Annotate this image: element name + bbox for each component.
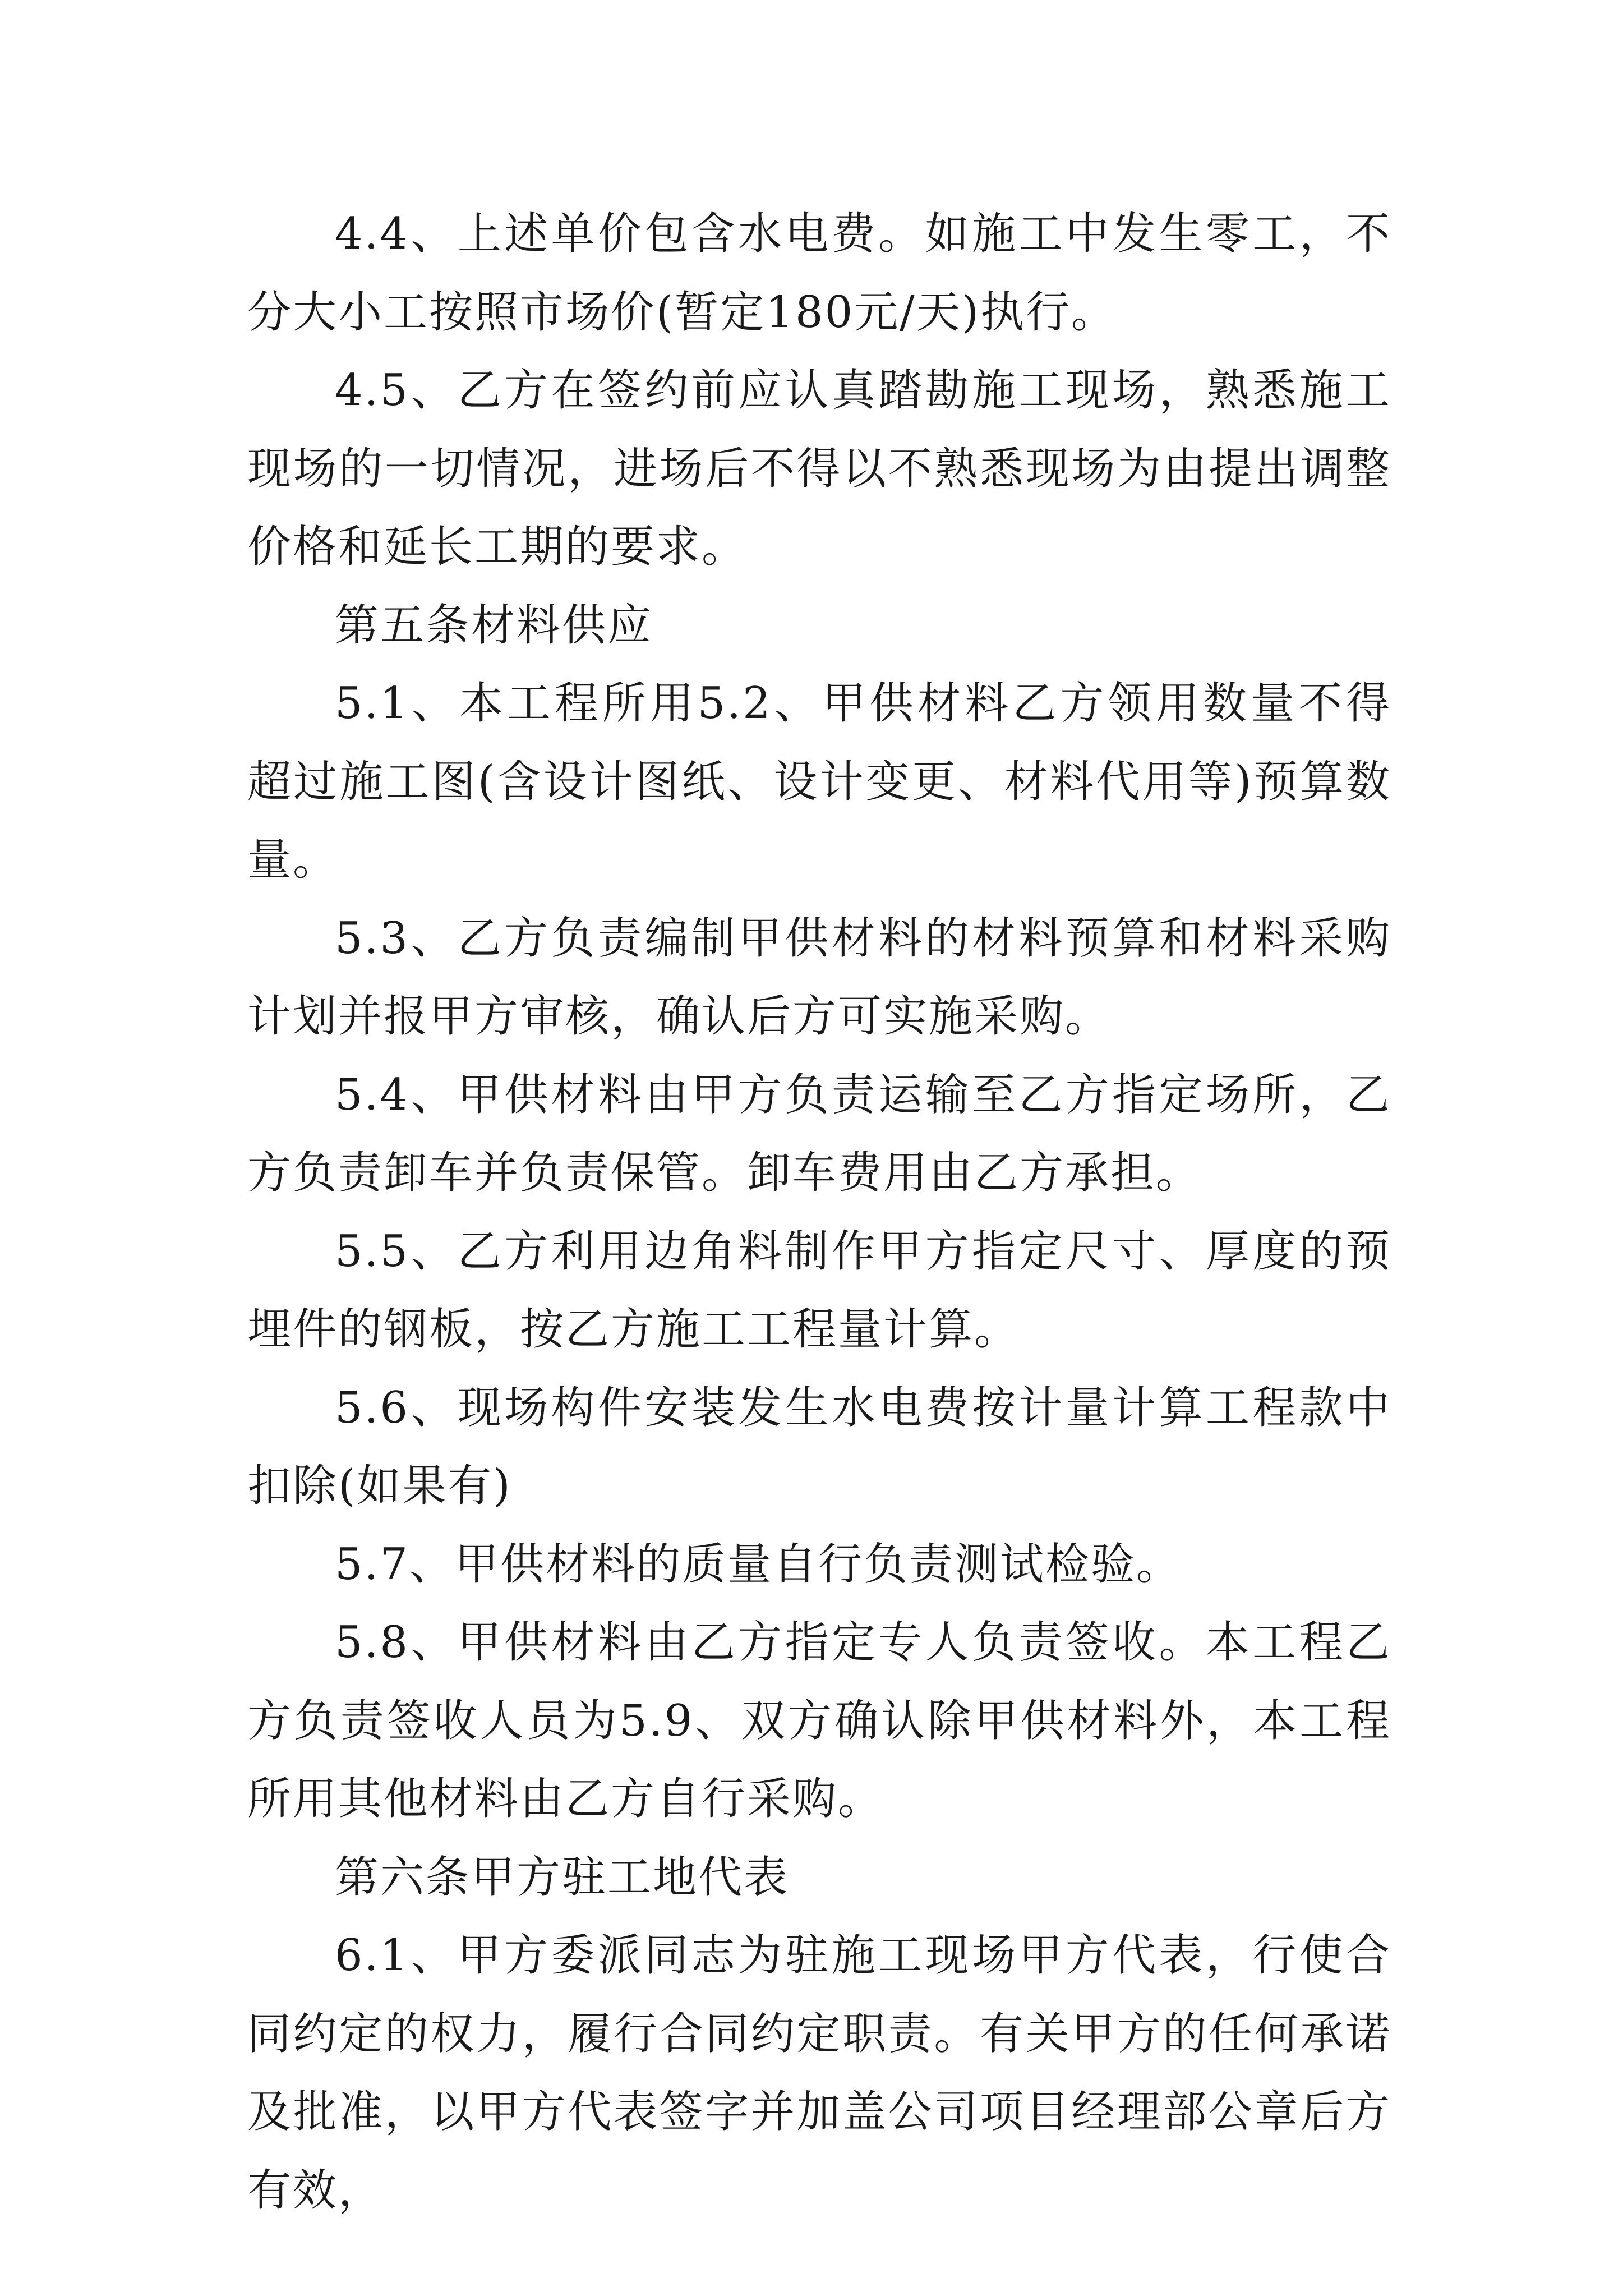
section-heading-5: 第五条材料供应: [335, 600, 653, 651]
clause-6-1: 6.1、甲方委派同志为驻施工现场甲方代表，行使合同约定的权力，履行合同约定职责。有关甲方的任何承诺及批准，以甲方代表签字并加盖公司项目经理部公章后方有效，: [247, 1930, 1391, 2216]
document-body: [247, 195, 1391, 2230]
clause-5-7: 5.7、甲供材料的质量自行负责测试检验。: [335, 1539, 1182, 1590]
clause-5-8: 5.8、甲供材料由乙方指定专人负责签收。本工程乙方负责签收人员为5.9、双方确认除甲供材料外，本工程所用其他材料由乙方自行采购。: [247, 1617, 1391, 1824]
clause-5-5: 5.5、乙方利用边角料制作甲方指定尺寸、厚度的预埋件的钢板，按乙方施工工程量计算。: [247, 1226, 1391, 1355]
clause-5-1: 5.1、本工程所用5.2、甲供材料乙方领用数量不得超过施工图(含设计图纸、设计变更、材料代用等)预算数量。: [247, 678, 1391, 885]
clause-5-4: 5.4、甲供材料由甲方负责运输至乙方指定场所，乙方负责卸车并负责保管。卸车费用由乙方承担。: [247, 1069, 1391, 1198]
clause-5-6: 5.6、现场构件安装发生水电费按计量计算工程款中扣除(如果有): [247, 1382, 1391, 1511]
clause-4-5: 4.5、乙方在签约前应认真踏勘施工现场，熟悉施工现场的一切情况，进场后不得以不熟悉现场为由提出调整价格和延长工期的要求。: [247, 365, 1391, 572]
clause-4-4: 4.4、上述单价包含水电费。如施工中发生零工，不分大小工按照市场价(暂定180元/天)执行。: [247, 209, 1391, 338]
clause-5-3: 5.3、乙方负责编制甲供材料的材料预算和材料采购计划并报甲方审核，确认后方可实施采购。: [247, 913, 1391, 1042]
section-heading-6: 第六条甲方驻工地代表: [335, 1852, 790, 1903]
